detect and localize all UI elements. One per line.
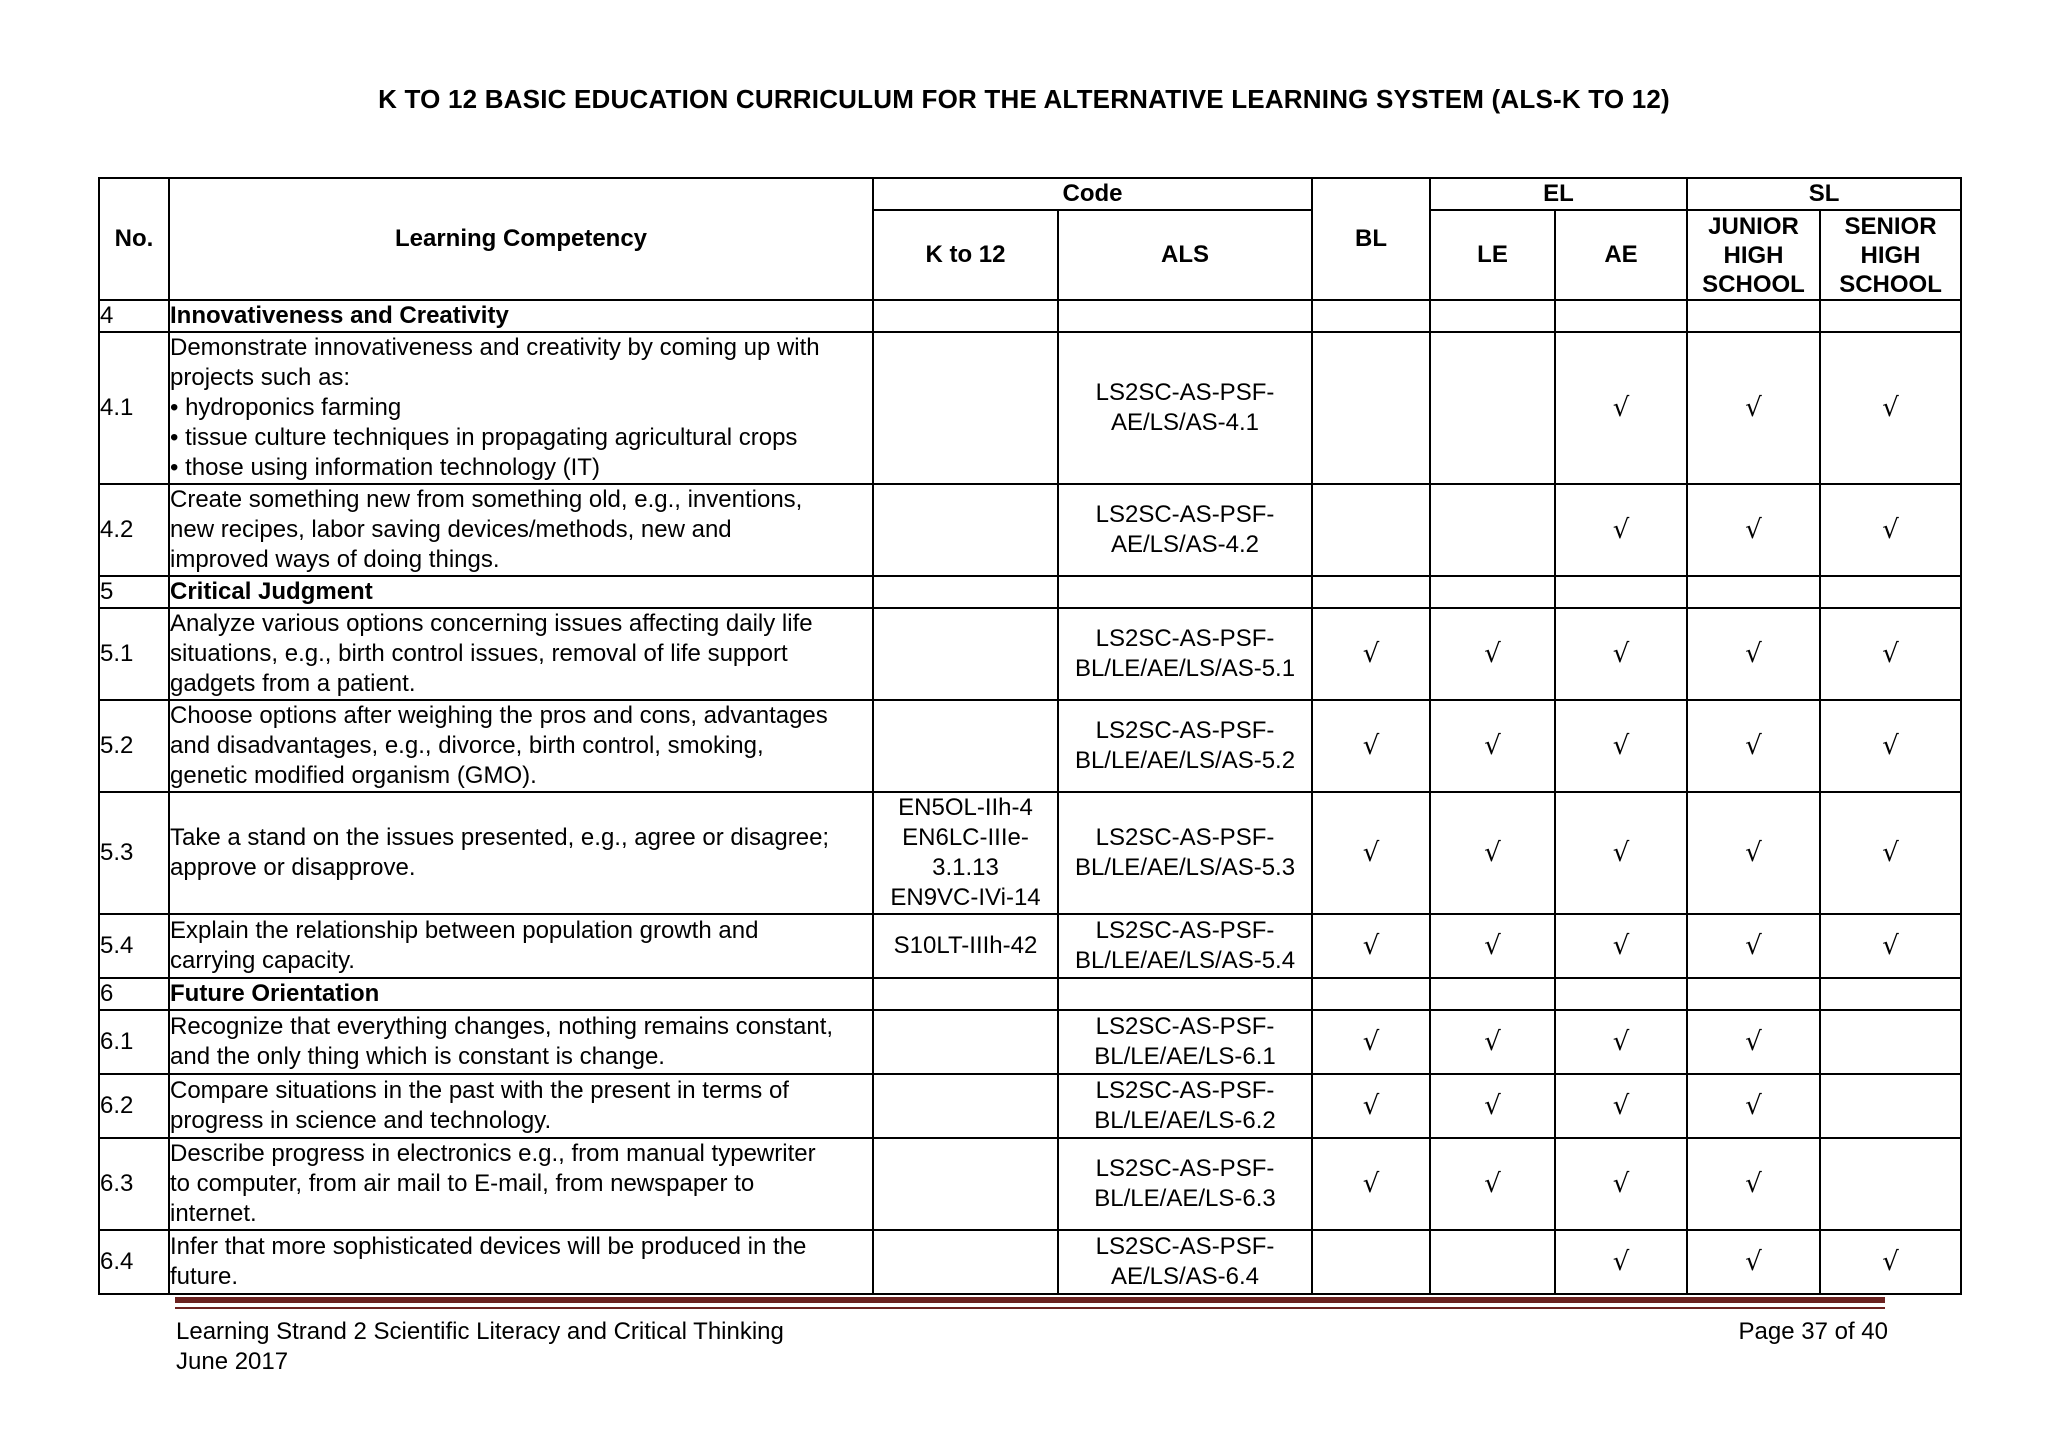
als-code-line: AE/LS/AS-4.1 — [1110, 409, 1260, 436]
header-bl: BL — [1312, 178, 1430, 300]
header-ae: AE — [1555, 210, 1687, 300]
learning-competency-cell — [169, 700, 873, 792]
als-code-line: LS2SC-AS-PSF- — [1095, 501, 1275, 528]
table-row — [99, 1010, 1961, 1074]
le-cell — [1430, 576, 1555, 608]
le-cell — [1430, 608, 1555, 700]
als-code-line: LS2SC-AS-PSF- — [1095, 1233, 1275, 1260]
als-code-line: LS2SC-AS-PSF- — [1095, 1077, 1275, 1104]
als-code-line: LS2SC-AS-PSF- — [1095, 379, 1275, 406]
bl-cell — [1312, 792, 1430, 914]
als-code-line: LS2SC-AS-PSF- — [1095, 1155, 1275, 1182]
le-cell — [1430, 700, 1555, 792]
table-row — [99, 484, 1961, 576]
check-mark-icon: √ — [1745, 731, 1762, 761]
check-mark-icon: √ — [1484, 1169, 1501, 1199]
als-code-cell — [1058, 608, 1312, 700]
header-code: Code — [873, 178, 1312, 210]
jhs-cell — [1687, 484, 1820, 576]
section-row — [99, 978, 1961, 1010]
competency-line: projects such as: — [170, 364, 351, 391]
ae-cell — [1555, 484, 1687, 576]
als-code-cell — [1058, 1074, 1312, 1138]
header-no: No. — [99, 178, 169, 300]
competency-line: future. — [170, 1263, 239, 1290]
shs-cell — [1820, 1138, 1961, 1230]
learning-competency-cell — [169, 332, 873, 484]
check-mark-icon: √ — [1745, 1091, 1762, 1121]
ae-cell — [1555, 332, 1687, 484]
table-row — [99, 700, 1961, 792]
le-cell — [1430, 914, 1555, 978]
bl-cell — [1312, 300, 1430, 332]
table-row — [99, 914, 1961, 978]
als-code-line: BL/LE/AE/LS/AS-5.3 — [1074, 854, 1296, 881]
als-code-line: LS2SC-AS-PSF- — [1095, 625, 1275, 652]
row-number: 5.4 — [99, 914, 169, 978]
shs-cell — [1820, 978, 1961, 1010]
bl-cell — [1312, 332, 1430, 484]
competency-line: to computer, from air mail to E-mail, from newspaper to — [170, 1170, 755, 1197]
competency-line: progress in science and technology. — [170, 1107, 552, 1134]
ae-cell — [1555, 792, 1687, 914]
le-cell — [1430, 1074, 1555, 1138]
als-code-cell — [1058, 332, 1312, 484]
competency-line: • hydroponics farming — [170, 394, 402, 421]
check-mark-icon: √ — [1362, 931, 1380, 961]
k12-code-cell — [873, 484, 1058, 576]
competency-line: Analyze various options concerning issues affecting daily life — [170, 610, 813, 637]
shs-cell — [1820, 484, 1961, 576]
competency-line: improved ways of doing things. — [170, 546, 500, 573]
check-mark-icon: √ — [1362, 1091, 1380, 1121]
section-title: Future Orientation — [170, 980, 380, 1007]
check-mark-icon: √ — [1882, 1247, 1899, 1277]
als-code-line: LS2SC-AS-PSF- — [1095, 1013, 1275, 1040]
k12-code-line: EN9VC-IVi-14 — [890, 884, 1041, 911]
table-header — [99, 178, 1961, 300]
competency-line: • those using information technology (IT) — [170, 454, 600, 481]
row-number: 5 — [99, 576, 169, 608]
header-learning-competency: Learning Competency — [169, 178, 873, 300]
section-title: Innovativeness and Creativity — [170, 302, 509, 329]
header-als: ALS — [1058, 210, 1312, 300]
k12-code-cell — [873, 1010, 1058, 1074]
k12-code-cell — [873, 332, 1058, 484]
als-code-line: BL/LE/AE/LS/AS-5.4 — [1074, 947, 1296, 974]
shs-cell — [1820, 914, 1961, 978]
header-shs-line: SENIOR — [1844, 212, 1937, 240]
bl-cell — [1312, 576, 1430, 608]
competency-table — [98, 177, 1962, 1295]
check-mark-icon: √ — [1484, 1091, 1501, 1121]
le-cell — [1430, 1230, 1555, 1294]
check-mark-icon: √ — [1745, 1247, 1762, 1277]
row-number: 6.3 — [99, 1138, 169, 1230]
header-jhs-line: JUNIOR — [1708, 212, 1799, 240]
als-code-line: AE/LS/AS-6.4 — [1110, 1263, 1260, 1290]
footer-rule-thick — [175, 1297, 1885, 1303]
als-code-line: BL/LE/AE/LS-6.2 — [1094, 1107, 1276, 1134]
als-code-line: BL/LE/AE/LS-6.3 — [1094, 1185, 1276, 1212]
header-jhs-line: HIGH — [1723, 241, 1784, 269]
als-code-line: BL/LE/AE/LS/AS-5.2 — [1074, 747, 1296, 774]
competency-line: Infer that more sophisticated devices will be produced in the — [170, 1233, 807, 1260]
shs-cell — [1820, 332, 1961, 484]
als-code-cell — [1058, 484, 1312, 576]
shs-cell — [1820, 1010, 1961, 1074]
check-mark-icon: √ — [1362, 1169, 1380, 1199]
check-mark-icon: √ — [1745, 931, 1762, 961]
header-el: EL — [1430, 178, 1687, 210]
ae-cell — [1555, 300, 1687, 332]
le-cell — [1430, 978, 1555, 1010]
check-mark-icon: √ — [1612, 1091, 1630, 1121]
check-mark-icon: √ — [1745, 393, 1762, 423]
bl-cell — [1312, 1010, 1430, 1074]
competency-line: • tissue culture techniques in propagating agricultural crops — [170, 424, 798, 451]
check-mark-icon: √ — [1745, 639, 1762, 669]
ae-cell — [1555, 1138, 1687, 1230]
ae-cell — [1555, 700, 1687, 792]
check-mark-icon: √ — [1362, 838, 1380, 868]
row-number: 5.2 — [99, 700, 169, 792]
ae-cell — [1555, 608, 1687, 700]
shs-cell — [1820, 576, 1961, 608]
jhs-cell — [1687, 792, 1820, 914]
als-code-cell — [1058, 792, 1312, 914]
row-number: 5.3 — [99, 792, 169, 914]
check-mark-icon: √ — [1745, 838, 1762, 868]
check-mark-icon: √ — [1362, 1027, 1380, 1057]
ae-cell — [1555, 914, 1687, 978]
bl-cell — [1312, 700, 1430, 792]
k12-code-cell — [873, 608, 1058, 700]
bl-cell — [1312, 1074, 1430, 1138]
check-mark-icon: √ — [1362, 731, 1380, 761]
check-mark-icon: √ — [1362, 639, 1380, 669]
k12-code-cell — [873, 914, 1058, 978]
k12-code-line: 3.1.13 — [932, 854, 999, 881]
row-number: 5.1 — [99, 608, 169, 700]
bl-cell — [1312, 1230, 1430, 1294]
competency-line: carrying capacity. — [170, 947, 355, 974]
row-number: 6.4 — [99, 1230, 169, 1294]
learning-competency-cell — [169, 1230, 873, 1294]
check-mark-icon: √ — [1745, 515, 1762, 545]
learning-competency-cell — [169, 576, 873, 608]
jhs-cell — [1687, 914, 1820, 978]
k12-code-cell — [873, 792, 1058, 914]
header-le: LE — [1430, 210, 1555, 300]
check-mark-icon: √ — [1882, 639, 1899, 669]
bl-cell — [1312, 1138, 1430, 1230]
als-code-line: AE/LS/AS-4.2 — [1110, 531, 1260, 558]
learning-competency-cell — [169, 300, 873, 332]
competency-line: gadgets from a patient. — [170, 670, 416, 697]
k12-code-cell — [873, 1138, 1058, 1230]
le-cell — [1430, 1010, 1555, 1074]
learning-competency-cell — [169, 792, 873, 914]
competency-line: new recipes, labor saving devices/methods, new and — [170, 516, 732, 543]
k12-code-cell — [873, 576, 1058, 608]
bl-cell — [1312, 978, 1430, 1010]
shs-cell — [1820, 1230, 1961, 1294]
check-mark-icon: √ — [1484, 931, 1501, 961]
learning-competency-cell — [169, 978, 873, 1010]
k12-code-line: EN5OL-IIh-4 — [898, 794, 1033, 821]
competency-line: Choose options after weighing the pros and cons, advantages — [170, 702, 828, 729]
jhs-cell — [1687, 1010, 1820, 1074]
bl-cell — [1312, 608, 1430, 700]
shs-cell — [1820, 700, 1961, 792]
competency-line: Take a stand on the issues presented, e.g., agree or disagree; — [170, 824, 830, 851]
jhs-cell — [1687, 300, 1820, 332]
table-row — [99, 332, 1961, 484]
footer-date: June 2017 — [176, 1348, 289, 1375]
le-cell — [1430, 1138, 1555, 1230]
ae-cell — [1555, 1010, 1687, 1074]
competency-line: internet. — [170, 1200, 257, 1227]
footer-strand: Learning Strand 2 Scientific Literacy and Critical Thinking — [176, 1318, 784, 1345]
learning-competency-cell — [169, 914, 873, 978]
header-shs-line: SCHOOL — [1839, 270, 1942, 298]
k12-code-cell — [873, 1074, 1058, 1138]
check-mark-icon: √ — [1882, 515, 1899, 545]
competency-line: Explain the relationship between population growth and — [170, 917, 759, 944]
competency-line: Demonstrate innovativeness and creativity by coming up with — [170, 334, 820, 361]
le-cell — [1430, 484, 1555, 576]
k12-code-line: S10LT-IIIh-42 — [893, 932, 1038, 959]
shs-cell — [1820, 300, 1961, 332]
k12-code-cell — [873, 978, 1058, 1010]
k12-code-line: EN6LC-IIIe- — [902, 824, 1029, 851]
row-number: 6.2 — [99, 1074, 169, 1138]
als-code-cell — [1058, 576, 1312, 608]
als-code-line: BL/LE/AE/LS-6.1 — [1094, 1043, 1276, 1070]
le-cell — [1430, 792, 1555, 914]
bl-cell — [1312, 914, 1430, 978]
check-mark-icon: √ — [1612, 1169, 1630, 1199]
als-code-cell — [1058, 300, 1312, 332]
competency-line: Compare situations in the past with the present in terms of — [170, 1077, 789, 1104]
check-mark-icon: √ — [1484, 731, 1501, 761]
competency-line: genetic modified organism (GMO). — [170, 762, 537, 789]
le-cell — [1430, 332, 1555, 484]
ae-cell — [1555, 1074, 1687, 1138]
section-row — [99, 300, 1961, 332]
check-mark-icon: √ — [1612, 1027, 1630, 1057]
check-mark-icon: √ — [1612, 515, 1630, 545]
table-row — [99, 1138, 1961, 1230]
k12-code-cell — [873, 700, 1058, 792]
header-senior-high-school — [1820, 210, 1961, 300]
table-row — [99, 1230, 1961, 1294]
check-mark-icon: √ — [1484, 838, 1501, 868]
als-code-cell — [1058, 1010, 1312, 1074]
als-code-cell — [1058, 700, 1312, 792]
als-code-cell — [1058, 978, 1312, 1010]
row-number: 4.2 — [99, 484, 169, 576]
check-mark-icon: √ — [1882, 731, 1899, 761]
check-mark-icon: √ — [1745, 1169, 1762, 1199]
check-mark-icon: √ — [1612, 639, 1630, 669]
table-row — [99, 1074, 1961, 1138]
competency-line: approve or disapprove. — [170, 854, 416, 881]
row-number: 6.1 — [99, 1010, 169, 1074]
bl-cell — [1312, 484, 1430, 576]
header-k-to-12: K to 12 — [873, 210, 1058, 300]
table-row — [99, 608, 1961, 700]
k12-code-cell — [873, 300, 1058, 332]
row-number: 4 — [99, 300, 169, 332]
check-mark-icon: √ — [1882, 838, 1899, 868]
jhs-cell — [1687, 1230, 1820, 1294]
ae-cell — [1555, 576, 1687, 608]
section-title: Critical Judgment — [170, 578, 373, 605]
als-code-cell — [1058, 1138, 1312, 1230]
header-sl: SL — [1687, 178, 1961, 210]
als-code-line: LS2SC-AS-PSF- — [1095, 824, 1275, 851]
competency-line: and the only thing which is constant is change. — [170, 1043, 665, 1070]
header-shs-line: HIGH — [1860, 241, 1921, 269]
footer-page-number: Page 37 of 40 — [1738, 1318, 1888, 1345]
check-mark-icon: √ — [1612, 1247, 1630, 1277]
row-number: 4.1 — [99, 332, 169, 484]
check-mark-icon: √ — [1612, 838, 1630, 868]
header-junior-high-school — [1687, 210, 1820, 300]
check-mark-icon: √ — [1745, 1027, 1762, 1057]
jhs-cell — [1687, 700, 1820, 792]
check-mark-icon: √ — [1484, 1027, 1501, 1057]
check-mark-icon: √ — [1882, 931, 1899, 961]
check-mark-icon: √ — [1612, 931, 1630, 961]
section-row — [99, 576, 1961, 608]
table-row — [99, 792, 1961, 914]
competency-line: Describe progress in electronics e.g., from manual typewriter — [170, 1140, 816, 1167]
shs-cell — [1820, 1074, 1961, 1138]
check-mark-icon: √ — [1612, 731, 1630, 761]
als-code-line: BL/LE/AE/LS/AS-5.1 — [1074, 655, 1296, 682]
footer-rule-thin — [175, 1307, 1885, 1309]
check-mark-icon: √ — [1882, 393, 1899, 423]
learning-competency-cell — [169, 608, 873, 700]
als-code-line: LS2SC-AS-PSF- — [1095, 917, 1275, 944]
ae-cell — [1555, 978, 1687, 1010]
check-mark-icon: √ — [1484, 639, 1501, 669]
row-number: 6 — [99, 978, 169, 1010]
header-jhs-line: SCHOOL — [1702, 270, 1805, 298]
competency-line: situations, e.g., birth control issues, removal of life support — [170, 640, 788, 667]
jhs-cell — [1687, 978, 1820, 1010]
check-mark-icon: √ — [1612, 393, 1630, 423]
learning-competency-cell — [169, 484, 873, 576]
learning-competency-cell — [169, 1010, 873, 1074]
learning-competency-cell — [169, 1074, 873, 1138]
competency-line: Recognize that everything changes, nothing remains constant, — [170, 1013, 834, 1040]
learning-competency-cell — [169, 1138, 873, 1230]
shs-cell — [1820, 608, 1961, 700]
k12-code-cell — [873, 1230, 1058, 1294]
jhs-cell — [1687, 332, 1820, 484]
competency-line: Create something new from something old, e.g., inventions, — [170, 486, 803, 513]
jhs-cell — [1687, 1138, 1820, 1230]
jhs-cell — [1687, 1074, 1820, 1138]
shs-cell — [1820, 792, 1961, 914]
als-code-cell — [1058, 1230, 1312, 1294]
jhs-cell — [1687, 608, 1820, 700]
als-code-line: LS2SC-AS-PSF- — [1095, 717, 1275, 744]
table-body — [99, 300, 1961, 1294]
le-cell — [1430, 300, 1555, 332]
document-title: K TO 12 BASIC EDUCATION CURRICULUM FOR THE ALTERNATIVE LEARNING SYSTEM (ALS-K TO 12) — [378, 84, 1670, 114]
competency-line: and disadvantages, e.g., divorce, birth control, smoking, — [170, 732, 764, 759]
als-code-cell — [1058, 914, 1312, 978]
jhs-cell — [1687, 576, 1820, 608]
ae-cell — [1555, 1230, 1687, 1294]
